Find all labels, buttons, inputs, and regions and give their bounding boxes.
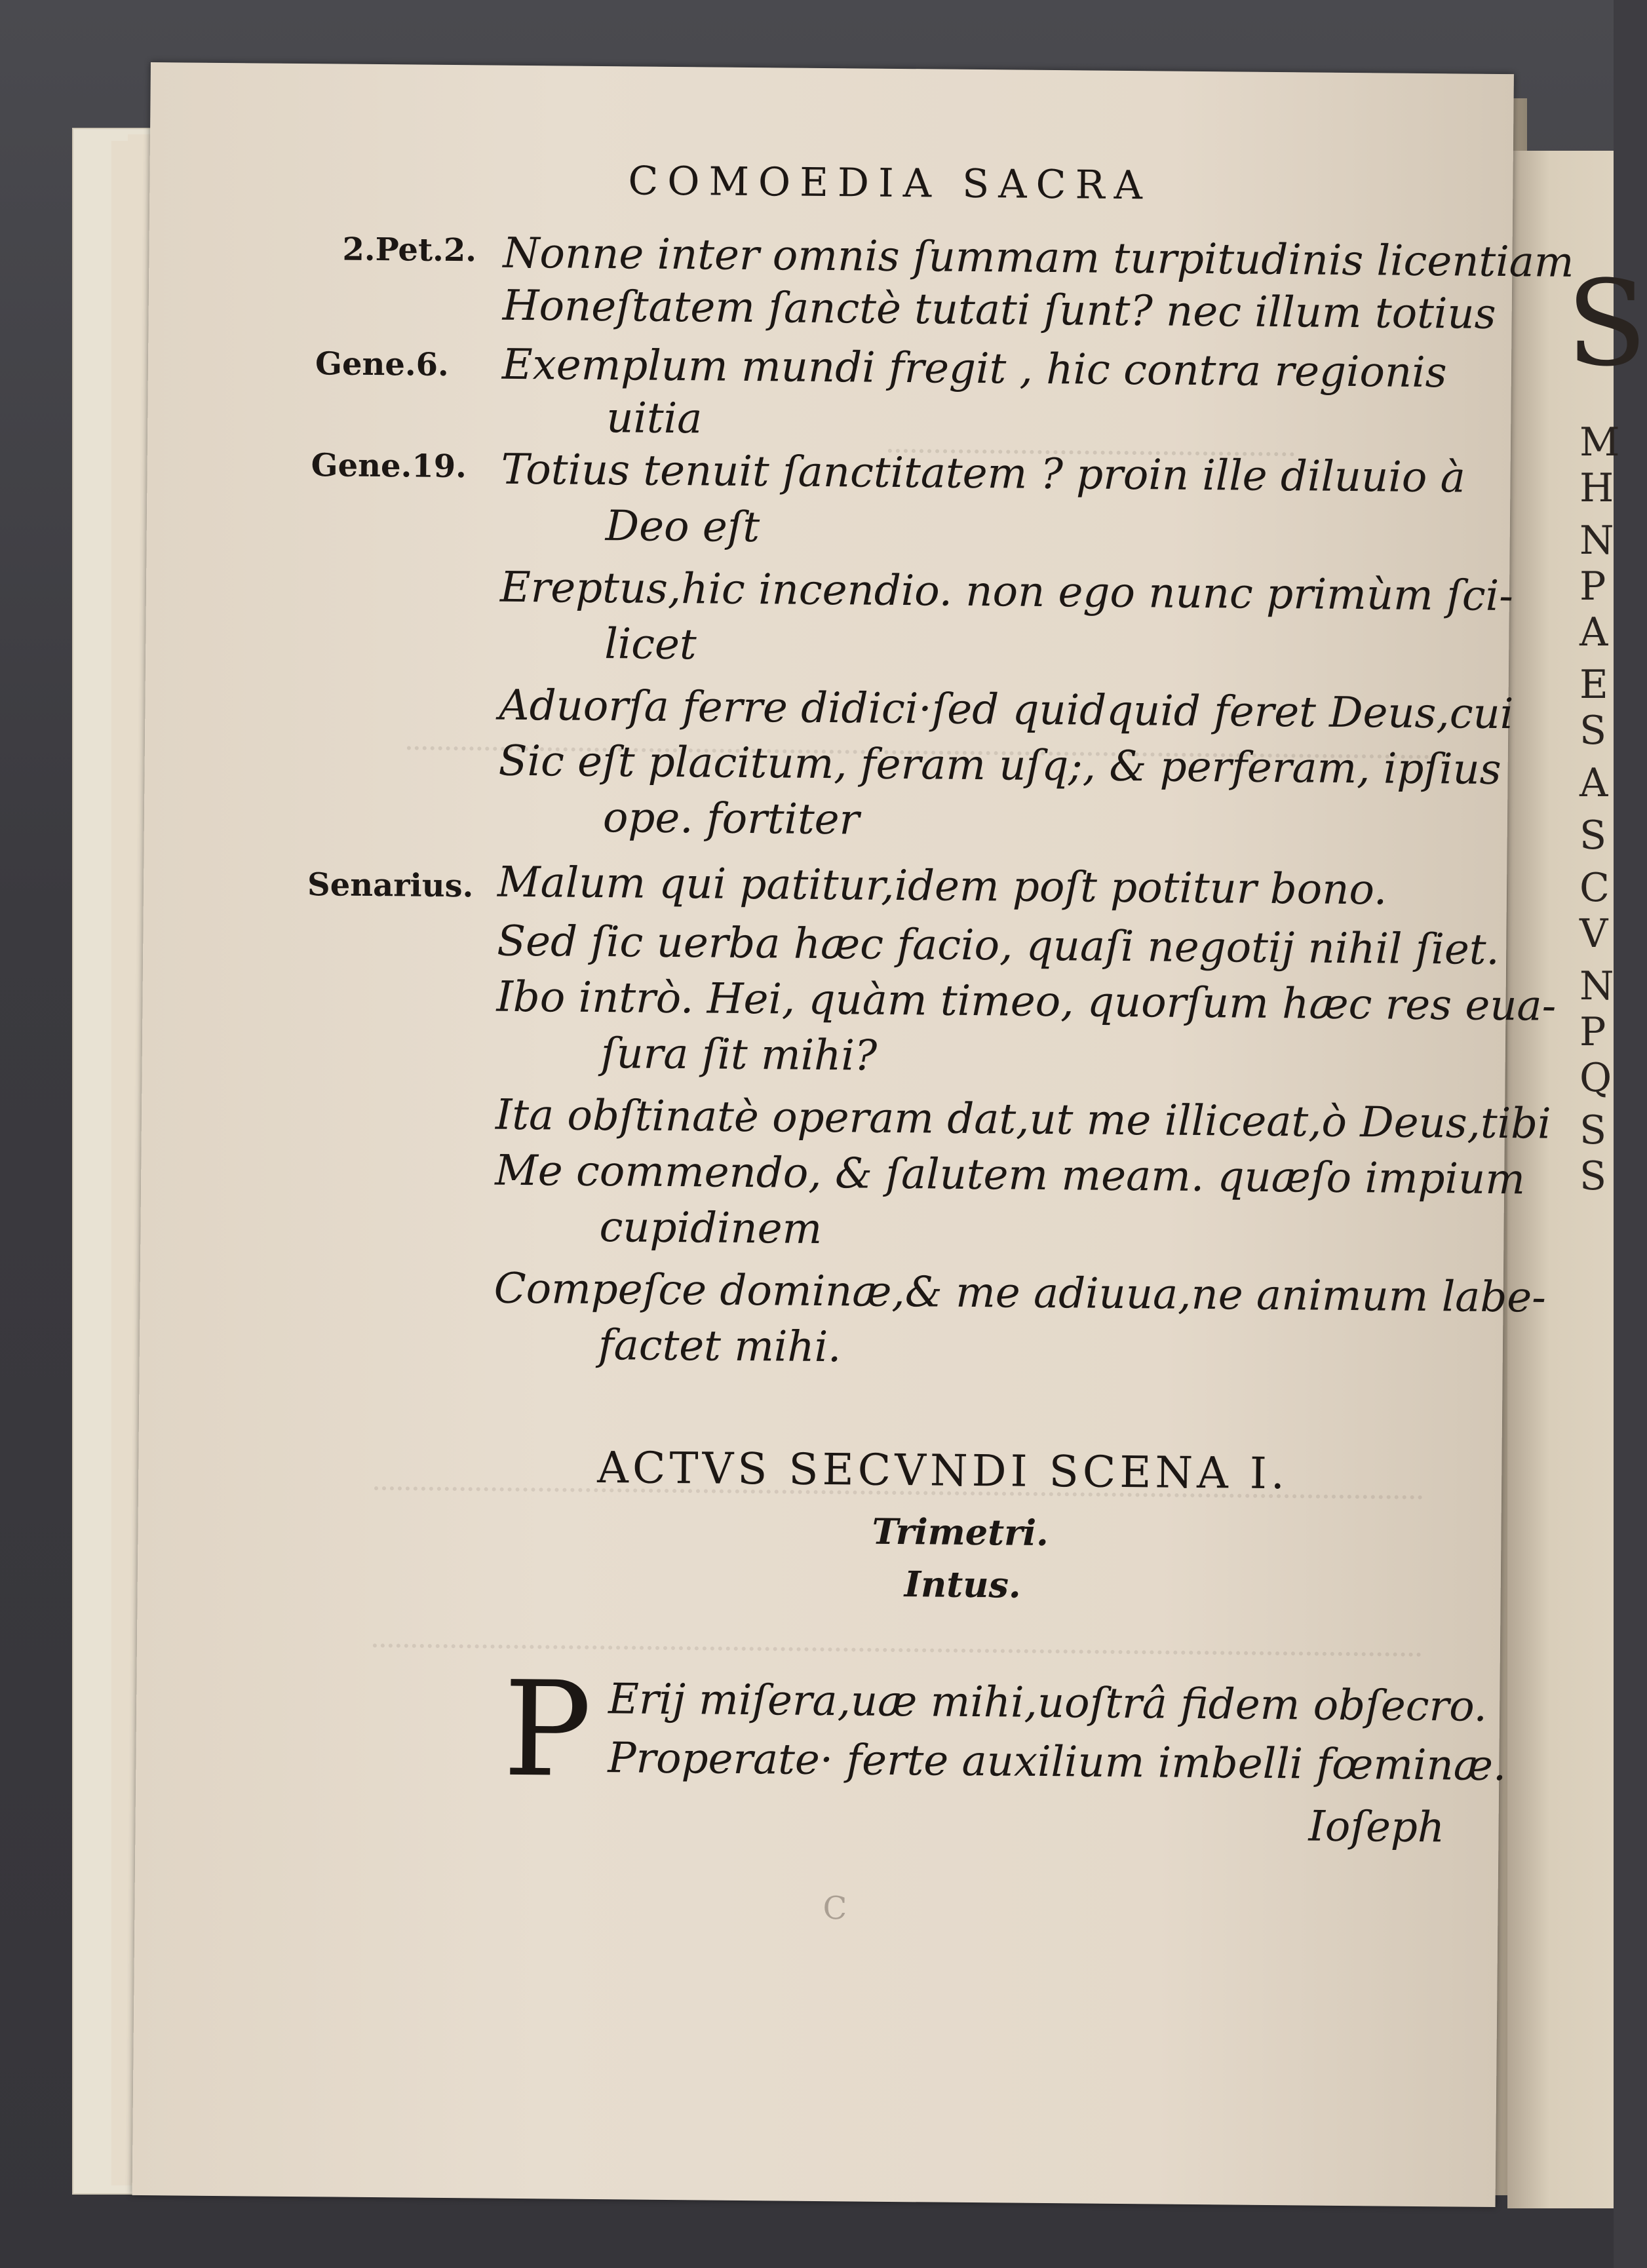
- verse-line: Me commendo, & ſalutem meam. quæſo impium: [494, 1146, 1526, 1204]
- show-through: [373, 1617, 1422, 1657]
- margin-note: Gene.19.: [311, 447, 467, 486]
- margin-note: 2.Pet.2.: [342, 231, 477, 269]
- meter-label: Trimetri.: [872, 1510, 1049, 1554]
- facing-page-letter: P: [1579, 1009, 1606, 1055]
- verse-line: Sed ſic uerba hæc facio, quaſi negotij nihil ſiet.: [496, 917, 1500, 975]
- facing-page-letter: A: [1579, 760, 1608, 806]
- facing-page-letter: E: [1579, 662, 1608, 708]
- catchword: Ioſeph: [1308, 1802, 1445, 1853]
- facing-page-letter: A: [1579, 609, 1608, 655]
- facing-page-letter: N: [1579, 518, 1614, 564]
- facing-page-letter: N: [1579, 963, 1614, 1009]
- act-heading: ACTVS SECVNDI SCENA I.: [596, 1442, 1289, 1499]
- scene-line: Properate· ferte auxilium imbelli fœminæ.: [608, 1734, 1507, 1791]
- verse-line: cupidinem: [599, 1203, 823, 1254]
- facing-page-initial: S: [1566, 256, 1647, 393]
- verse-line: Nonne inter omnis ſummam turpitudinis licentiam: [503, 229, 1574, 287]
- verse-line: Ibo intrò. Hei, quàm timeo, quorſum hæc res eua-: [496, 972, 1557, 1031]
- book-page: [132, 62, 1574, 2207]
- verse-line: uitia: [606, 394, 703, 444]
- drop-cap: P: [502, 1653, 592, 1807]
- verse-line: licet: [604, 620, 697, 670]
- verse-line: Sic eſt placitum, feram uſq;, & perferam, ipſius: [498, 737, 1502, 795]
- verse-line: factet mihi.: [598, 1321, 842, 1372]
- facing-page-letter: V: [1579, 911, 1608, 957]
- facing-page-letter: H: [1579, 465, 1614, 511]
- verse-line: Ita obſtinatè operam dat,ut me illiceat,ò Deus,tibi: [495, 1090, 1551, 1149]
- margin-note: Gene.6.: [315, 345, 450, 383]
- facing-page-letter: C: [1579, 865, 1610, 911]
- verse-line: Ereptus,hic incendio. non ego nunc primùm ſci-: [499, 563, 1514, 621]
- verse-line: Honeſtatem ſanctè tutati ſunt? nec illum totius: [502, 281, 1496, 339]
- verse-line: Malum qui patitur,idem poſt potitur bono.: [497, 858, 1387, 915]
- verse-line: ſura ſit mihi?: [600, 1029, 878, 1081]
- facing-page-letter: S: [1579, 813, 1607, 858]
- verse-line: Exemplum mundi fregit , hic contra regionis: [501, 340, 1447, 398]
- facing-page-letter: S: [1579, 1153, 1607, 1199]
- verse-line: Totius tenuit ſanctitatem ? proin ille diluuio à: [501, 445, 1466, 503]
- facing-page-letter: S: [1579, 708, 1607, 754]
- signature-mark: C: [823, 1890, 847, 1927]
- verse-line: ope. fortiter: [602, 794, 860, 845]
- running-title: COMOEDIA SACRA: [628, 158, 1152, 209]
- facing-page-letter: Q: [1579, 1055, 1612, 1101]
- scene-line: Erij miſera,uæ mihi,uoſtrâ fidem obſecro.: [608, 1675, 1488, 1731]
- verse-line: Aduorſa ferre didici·ſed quidquid feret Deus,cui: [499, 681, 1514, 739]
- verse-line: Deo eſt: [605, 502, 760, 552]
- stage-direction: Intus.: [904, 1563, 1021, 1606]
- margin-note: Senarius.: [307, 866, 474, 905]
- facing-page-letter: P: [1579, 564, 1606, 609]
- facing-page-letter: S: [1579, 1107, 1607, 1153]
- verse-line: Compeſce dominæ,& me adiuua,ne animum labe-: [494, 1264, 1547, 1322]
- facing-page-letter: M: [1579, 419, 1620, 465]
